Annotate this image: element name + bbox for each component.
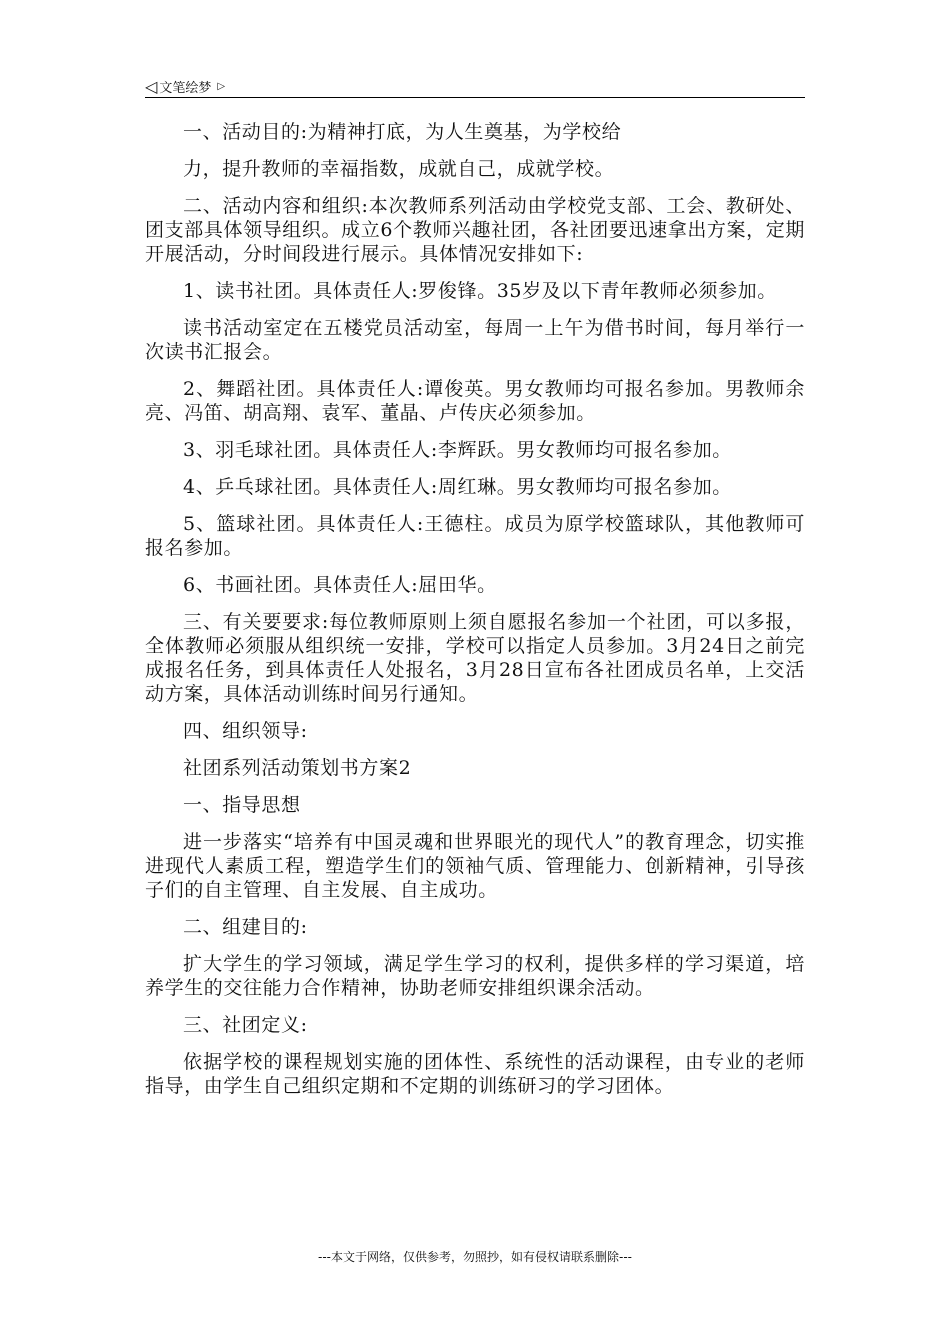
paragraph: 5、篮球社团。具体责任人:王德柱。成员为原学校篮球队，其他教师可报名参加。 xyxy=(145,513,805,559)
paragraph: 读书活动室定在五楼党员活动室，每周一上午为借书时间，每月举行一次读书汇报会。 xyxy=(145,317,805,363)
section-heading: 三、社团定义: xyxy=(183,1014,308,1036)
paragraph: 2、舞蹈社团。具体责任人:谭俊英。男女教师均可报名参加。男教师余亮、冯笛、胡高翔、袁军、董晶、卢传庆必须参加。 xyxy=(145,378,805,424)
footer-notice: ---本文于网络，仅供参考，勿照抄，如有侵权请联系删除--- xyxy=(318,1250,632,1264)
paragraph: 进一步落实“培养有中国灵魂和世界眼光的现代人”的教育理念，切实推进现代人素质工程，塑造学生们的领袖气质、管理能力、创新精神，引导孩子们的自主管理、自主发展、自主成功。 xyxy=(145,831,805,901)
page-header xyxy=(145,74,805,98)
paragraph: 力，提升教师的幸福指数，成就自己，成就学校。 xyxy=(183,158,615,180)
paragraph: 扩大学生的学习领域，满足学生学习的权利，提供多样的学习渠道，培养学生的交往能力合作精神，协助老师安排组织课余活动。 xyxy=(145,953,805,999)
section-heading: 一、指导思想 xyxy=(183,794,301,816)
paragraph: 3、羽毛球社团。具体责任人:李辉跃。男女教师均可报名参加。 xyxy=(183,439,732,461)
document-subtitle: 社团系列活动策划书方案2 xyxy=(183,757,412,779)
right-triangle-icon: ▷ xyxy=(217,80,226,92)
left-triangle-icon: ◁ xyxy=(145,76,158,96)
document-body xyxy=(145,120,805,1111)
section-heading: 二、组建目的: xyxy=(183,916,308,938)
paragraph: 一、活动目的:为精神打底，为人生奠基，为学校给 xyxy=(183,121,622,143)
paragraph: 三、有关要要求:每位教师原则上须自愿报名参加一个社团，可以多报，全体教师必须服从组织统一安排，学校可以指定人员参加。3月24日之前完成报名任务，到具体责任人处报名，3月28日宣布各社团成员名单，上交活动方案，具体活动训练时间另行通知。 xyxy=(145,611,805,705)
header-divider xyxy=(145,97,805,98)
paragraph: 6、书画社团。具体责任人:屈田华。 xyxy=(183,574,497,596)
paragraph: 依据学校的课程规划实施的团体性、系统性的活动课程，由专业的老师指导，由学生自己组织定期和不定期的训练研习的学习团体。 xyxy=(145,1051,805,1097)
paragraph: 1、读书社团。具体责任人:罗俊锋。35岁及以下青年教师必须参加。 xyxy=(183,280,777,302)
paragraph: 4、乒乓球社团。具体责任人:周红琳。男女教师均可报名参加。 xyxy=(183,476,732,498)
section-heading: 四、组织领导: xyxy=(183,720,308,742)
paragraph: 二、活动内容和组织:本次教师系列活动由学校党支部、工会、教研处、团支部具体领导组织。成立6个教师兴趣社团，各社团要迅速拿出方案，定期开展活动，分时间段进行展示。具体情况安排如下: xyxy=(145,195,805,265)
header-brand: 文笔绘梦 xyxy=(159,80,212,96)
